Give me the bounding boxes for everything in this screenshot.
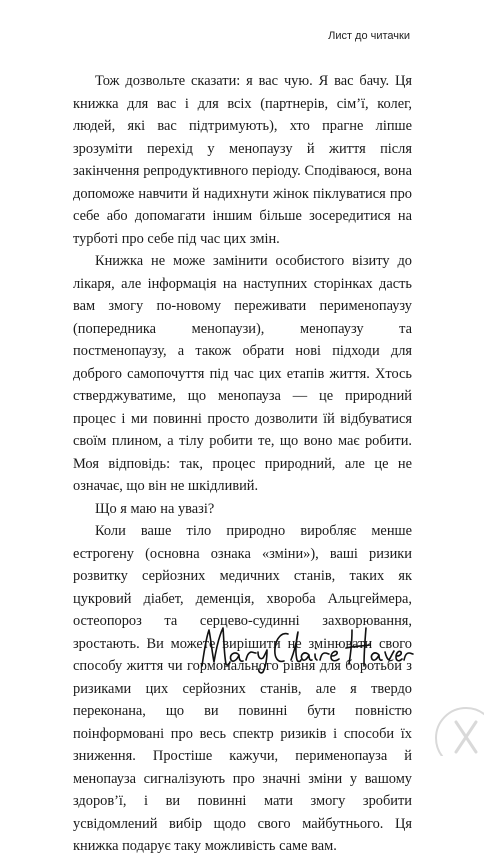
paragraph: Книжка не може замінити особистого візиту до лікаря, але інформація на наступних сторінках дасть вам змогу по-новому переживати перименопаузу (попередника менопаузи), менопаузу та постменопаузу, а також обрати нові підходи для доброго самопочуття під час цих етапів життя. Хтось стверджуватиме, що менопауза — це природний процес і ми повинні просто дозволити їй відбуватися своїм плином, а тілу робити те, що воно має робити. Моя відповідь: так, процес природний, але це не означає, що він не шкідливий. [73, 253, 412, 494]
running-header: Лист до читачки [328, 30, 410, 42]
paragraph: Коли ваше тіло природно виробляє менше естрогену (основна ознака «зміни»), ваші ризики розвитку серйозних медичних станів, таких як цукровий діабет, деменція, хвороба Альцгеймера, остеопороз та серцево-судинні захворювання, зростають. Ви можете вирішити не змінювати свого способу життя чи гормонального рівня для боротьби з ризиками цих серйозних станів, але я твердо переконана, що ви повинні бути повністю поінформовані про весь спектр ризиків і способи їх зниження. Простіше кажучи, перименопауза й менопауза сигналізують про значні зміни у вашому здоров’ї, і ви повинні мати змогу зробити усвідомлений вибір щодо свого майбутнього. Ця книжка подарує таку можливість саме вам. [73, 523, 412, 854]
publisher-logo-icon [422, 694, 484, 756]
paragraph: Тож дозвольте сказати: я вас чую. Я вас бачу. Ця книжка для вас і для всіх (партнерів, сім’ї, колег, людей, які вас підтримують), хто прагне ліпше зрозуміти перехід у менопаузу й життя після закінчення репродуктивного періоду. Сподіваюся, вона допоможе навчити й надихнути жінок піклуватися про себе або допомагати іншим більше зосередитися на турботі про себе під час цих змін. [73, 73, 412, 247]
handwritten-signature [196, 622, 414, 674]
signature-drawing [196, 622, 414, 674]
paragraph: Що я маю на увазі? [95, 500, 215, 517]
letter-body [73, 70, 412, 858]
